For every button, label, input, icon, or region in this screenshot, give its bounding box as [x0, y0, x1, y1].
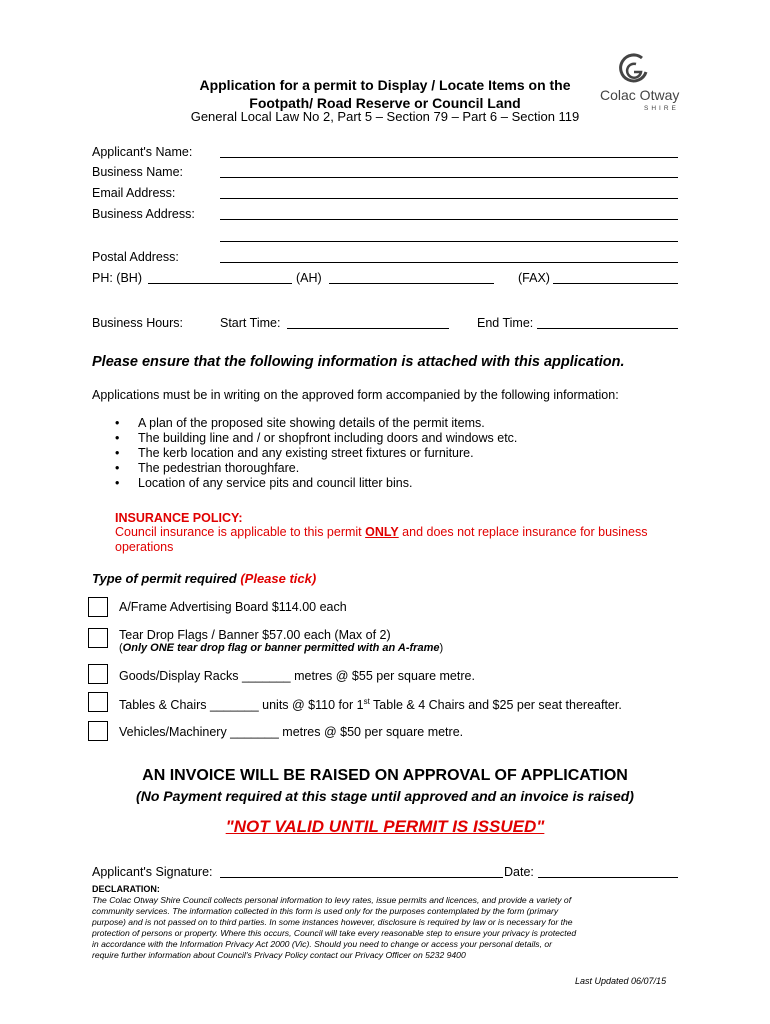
info-intro: Applications must be in writing on the approved form accompanied by the following information: — [92, 388, 619, 402]
start-time-field[interactable] — [287, 328, 449, 329]
declaration-line: The Colac Otway Shire Council collects personal information to levy rates, issue permits and licences, and provide a variety of — [92, 895, 572, 905]
permit-tear-drop-label: Tear Drop Flags / Banner $57.00 each (Max of 2) — [119, 628, 391, 642]
insurance-text-before: Council insurance is applicable to this permit — [115, 525, 366, 539]
declaration-line: purpose) and is not passed on to third parties. In some instances however, disclosure is required by law or is necessary for the — [92, 917, 573, 927]
invoice-heading: AN INVOICE WILL BE RAISED ON APPROVAL OF APPLICATION — [142, 767, 628, 784]
postal-address-label: Postal Address: — [92, 250, 179, 264]
list-item: • The kerb location and any existing street fixtures or furniture. — [115, 446, 517, 461]
applicant-name-label: Applicant's Name: — [92, 145, 193, 159]
signature-field[interactable] — [220, 877, 503, 878]
form-subtitle: General Local Law No 2, Part 5 – Section 79 – Part 6 – Section 119 — [190, 109, 580, 124]
tables-sup: st — [363, 697, 370, 706]
applicant-name-field[interactable] — [220, 157, 678, 158]
logo-sub: SHIRE — [644, 105, 679, 112]
invoice-sub: (No Payment required at this stage until approved and an invoice is raised) — [136, 788, 634, 804]
tear-note-close: ) — [439, 642, 444, 654]
business-name-field[interactable] — [220, 177, 678, 178]
email-label: Email Address: — [92, 186, 176, 200]
fax-field[interactable] — [553, 283, 678, 284]
declaration-line: in accordance with the Information Privacy Act 2000 (Vic). Should you need to change or access your personal details, or — [92, 939, 553, 949]
checkbox-vehicles[interactable] — [88, 721, 108, 741]
list-item: • The pedestrian thoroughfare. — [115, 461, 517, 476]
tear-note-open: ( — [119, 642, 123, 654]
not-valid-notice: "NOT VALID UNTIL PERMIT IS ISSUED" — [225, 817, 545, 836]
postal-address-field[interactable] — [220, 262, 678, 263]
permit-aframe-label: A/Frame Advertising Board $114.00 each — [119, 600, 347, 614]
requirements-list — [115, 416, 517, 491]
insurance-line2: operations — [115, 540, 174, 554]
declaration-line: require further information about Council's Privacy Policy contact our Privacy Officer on 5232 9400 — [92, 950, 466, 960]
business-address-label: Business Address: — [92, 207, 195, 221]
declaration-title: DECLARATION: — [92, 884, 160, 894]
form-title-line1: Application for a permit to Display / Locate Items on the — [199, 77, 571, 93]
date-field[interactable] — [538, 877, 678, 878]
checkbox-tear-drop[interactable] — [88, 628, 108, 648]
declaration-body — [92, 895, 692, 961]
declaration-line: protection of persons or property. Where this occurs, Council will take every reasonable step to ensure your privacy is protected — [92, 928, 577, 938]
insurance-text — [115, 525, 647, 539]
end-time-field[interactable] — [537, 328, 678, 329]
business-name-label: Business Name: — [92, 165, 184, 179]
ph-ah-label: (AH) — [296, 271, 322, 285]
ph-ah-field[interactable] — [329, 283, 494, 284]
business-address-field-2[interactable] — [220, 241, 678, 242]
insurance-only: ONLY — [365, 525, 399, 539]
info-heading: Please ensure that the following information is attached with this application. — [92, 354, 625, 370]
start-time-label: Start Time: — [220, 316, 281, 330]
form-title-line2: Footpath/ Road Reserve or Council Land — [249, 95, 521, 111]
end-time-label: End Time: — [477, 316, 534, 330]
insurance-text-after: and does not replace insurance for business — [398, 525, 648, 539]
tear-note-text: Only ONE tear drop flag or banner permitted with an A-frame — [122, 642, 440, 654]
checkbox-tables-chairs[interactable] — [88, 692, 108, 712]
last-updated: Last Updated 06/07/15 — [575, 976, 667, 986]
permit-heading-tick: (Please tick) — [240, 571, 317, 586]
logo-name: Colac Otway — [600, 87, 680, 103]
tables-rest: Table & 4 Chairs and $25 per seat thereafter. — [369, 698, 622, 713]
checkbox-aframe[interactable] — [88, 597, 108, 617]
permit-tables-label — [119, 697, 622, 712]
business-address-field[interactable] — [220, 219, 678, 220]
tables-text: Tables & Chairs _______ units @ $110 for 1 — [119, 698, 364, 713]
permit-heading — [92, 571, 316, 586]
ph-bh-field[interactable] — [148, 283, 292, 284]
signature-label: Applicant's Signature: — [92, 865, 213, 879]
list-item: • A plan of the proposed site showing details of the permit items. — [115, 416, 517, 431]
tear-drop-note — [119, 642, 443, 654]
insurance-title: INSURANCE POLICY: — [115, 511, 243, 525]
checkbox-goods-racks[interactable] — [88, 664, 108, 684]
date-label: Date: — [504, 865, 534, 879]
list-item: • The building line and / or shopfront including doors and windows etc. — [115, 431, 517, 446]
ph-bh-label: PH: (BH) — [92, 271, 142, 285]
fax-label: (FAX) — [518, 271, 550, 285]
permit-goods-label: Goods/Display Racks _______ metres @ $55 per square metre. — [119, 669, 475, 683]
list-item: • Location of any service pits and council litter bins. — [115, 476, 517, 491]
permit-vehicles-label: Vehicles/Machinery _______ metres @ $50 per square metre. — [119, 725, 464, 739]
declaration-line: community services. The information collected in this form is used only for the purposes contemplated by the form (primary — [92, 906, 559, 916]
logo-swirl-icon — [614, 50, 654, 90]
email-field[interactable] — [220, 198, 678, 199]
permit-heading-text: Type of permit required — [92, 571, 241, 586]
business-hours-label: Business Hours: — [92, 316, 184, 330]
